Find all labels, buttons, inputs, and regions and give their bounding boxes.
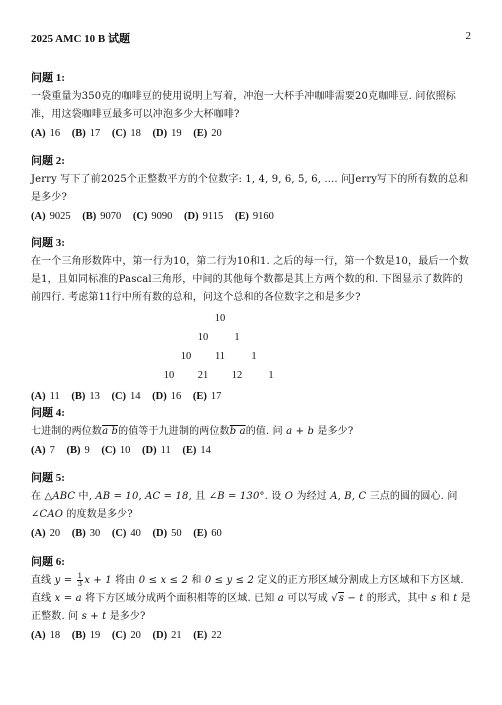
problem-text: 一袋重量为350克的咖啡豆的使用说明上写着，冲泡一大杯手冲咖啡需要20克咖啡豆. 问依照标准，用这袋咖啡豆最多可以冲泡多少大杯咖啡?: [31, 91, 456, 120]
choice-c: (C) 14: [111, 391, 141, 402]
problem-text: Jerry 写下了前2025个正整数平方的个位数字: 1, 4, 9, 6, 5, 6, .... 问Jerry写下的所有数的总和是多少?: [31, 174, 469, 203]
triangle-cell: 12: [231, 370, 243, 381]
choice-a: (A) 7: [31, 445, 55, 456]
choice-e: (E) 14: [182, 445, 211, 456]
fraction-one-third: $\frac{1}{3}$: [77, 572, 83, 588]
choice-d: (D) 9115: [184, 211, 224, 222]
triangle-cell: 1: [251, 351, 257, 362]
number-triangle: [31, 311, 471, 387]
choice-e: (E) 17: [192, 391, 222, 402]
choice-e: (E) 22: [193, 630, 222, 641]
triangle-cell: 21: [197, 370, 209, 381]
choice-c: (C) 20: [111, 630, 141, 641]
choice-d: (D) 19: [152, 128, 182, 139]
choice-b: (B) 13: [71, 391, 100, 402]
triangle-cell: 10: [163, 370, 175, 381]
problem-title: 问题 3:: [31, 237, 65, 249]
problem-text: 七进制的两位数a b的值等于九进制的两位数b a的值. 问 a + b 是多少?: [31, 426, 354, 437]
problem-title: 问题 2:: [31, 155, 65, 167]
answer-choices: [31, 389, 471, 405]
choice-b: (B) 9070: [82, 211, 122, 222]
choice-a: (A) 11: [31, 391, 60, 402]
choice-b: (B) 9: [66, 445, 90, 456]
choice-c: (C) 9090: [132, 211, 173, 222]
sqrt-expression: √s − t: [331, 593, 364, 604]
problem-5: [31, 471, 471, 542]
problem-title: 问题 6:: [31, 556, 65, 568]
choice-b: (B) 30: [71, 528, 101, 539]
page-header: [31, 30, 471, 44]
choice-d: (D) 11: [142, 445, 171, 456]
choice-a: (A) 16: [31, 128, 61, 139]
choice-c: (C) 40: [111, 528, 141, 539]
problem-1: [31, 71, 471, 142]
choice-b: (B) 19: [71, 630, 101, 641]
problem-title: 问题 5:: [31, 472, 65, 484]
math-ab: a b: [102, 426, 119, 437]
problem-title: 问题 4:: [31, 407, 65, 419]
answer-choices: [31, 443, 471, 459]
problem-2: [31, 154, 471, 225]
problem-text: 在一个三角形数阵中，第一行为10，第二行为10和1. 之后的每一行，第一个数是10，最后一个数是1，且如同标准的Pascal三角形，中间的其他每个数都是其上方两个数的和. 下图显示了数阵的前四行. 考虑第11行中所有数的总和，问这个总和的各位数字之和是多少?: [31, 256, 469, 303]
page-number: 2: [465, 30, 471, 42]
choice-c: (C) 10: [101, 445, 131, 456]
choice-c: (C) 18: [111, 128, 141, 139]
choice-e: (E) 60: [193, 528, 222, 539]
choice-e: (E) 9160: [234, 211, 274, 222]
problem-title: 问题 1:: [31, 72, 65, 84]
problem-6: [31, 555, 471, 644]
choice-a: (A) 20: [31, 528, 61, 539]
choice-d: (D) 50: [152, 528, 182, 539]
triangle-cell: 10: [197, 332, 209, 343]
choice-a: (A) 18: [31, 630, 61, 641]
math-ba: b a: [229, 426, 246, 437]
problem-text: 直线 y = $\frac{1}{3}$ x + 1 将由 0 ≤ x ≤ 2 和 0 ≤ y ≤ 2 定义的正方形区域分割成上方区域和下方区域. 直线 x = a 将下方区域分成两个面积相等的区域. 已知 a 可以写成 √s − t 的形式，其中 s 和 t 是正整数. 问 s + t 是多少?: [31, 572, 471, 622]
answer-choices: [31, 628, 471, 644]
triangle-cell: 1: [268, 370, 274, 381]
answer-choices: [31, 526, 471, 542]
choice-a: (A) 9025: [31, 211, 71, 222]
choice-d: (D) 21: [152, 630, 182, 641]
triangle-cell: 1: [234, 332, 240, 343]
problem-4: [31, 406, 471, 459]
choice-e: (E) 20: [193, 128, 222, 139]
problem-3: [31, 236, 471, 405]
choice-b: (B) 17: [71, 128, 101, 139]
triangle-cell: 11: [214, 351, 226, 362]
problem-text: 在 △ABC 中, AB = 10, AC = 18, 且 ∠B = 130°. 设 O 为经过 A, B, C 三点的圆的圆心. 问 ∠CAO 的度数是多少?: [31, 491, 458, 520]
answer-choices: [31, 209, 471, 225]
choice-d: (D) 16: [152, 391, 182, 402]
answer-choices: [31, 126, 471, 142]
triangle-cell: 10: [180, 351, 192, 362]
header-title: 2025 AMC 10 B 试题: [31, 33, 130, 45]
math-sum: a + b: [286, 426, 315, 437]
triangle-cell: 10: [214, 313, 226, 324]
